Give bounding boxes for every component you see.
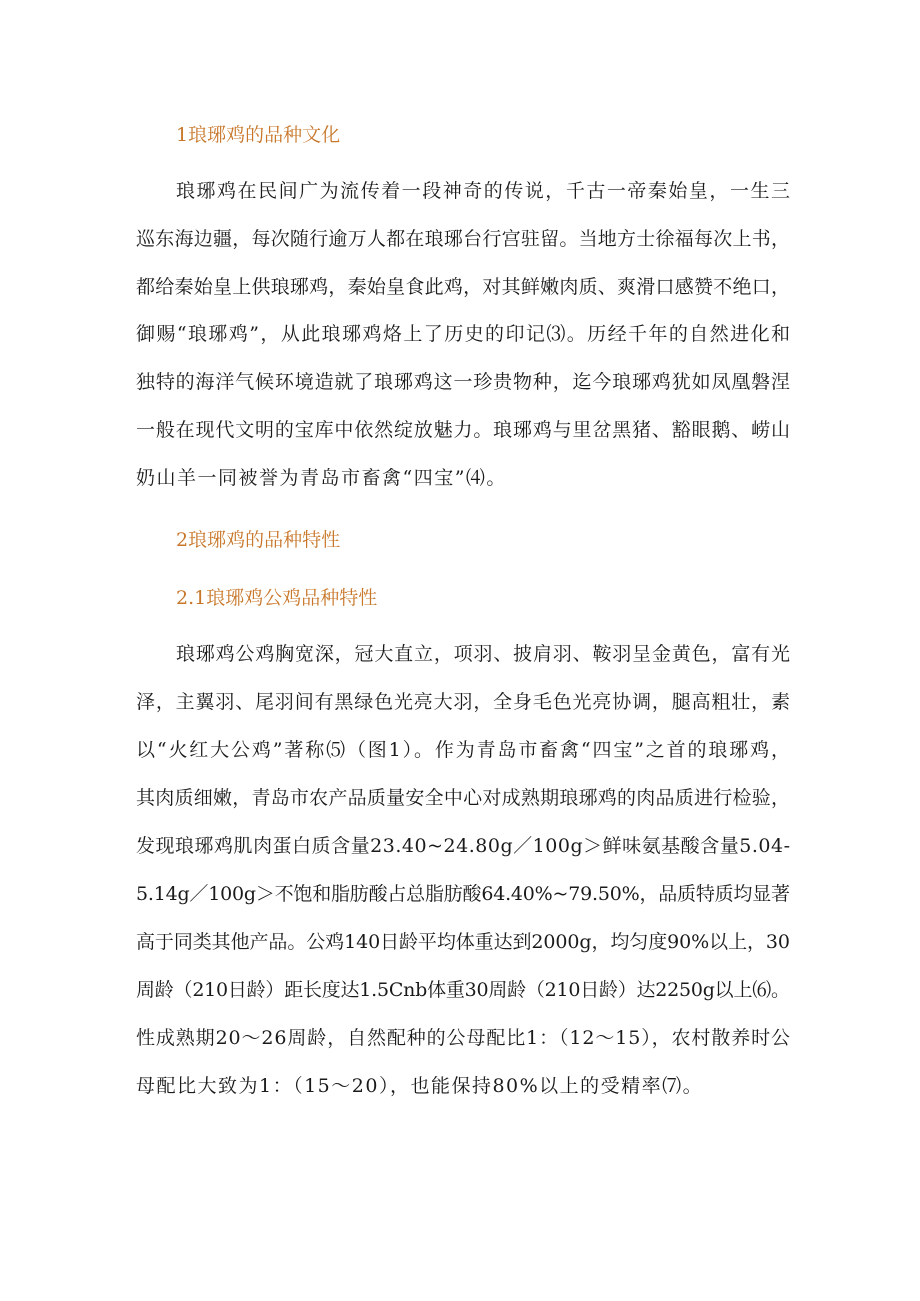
paragraph-line: 琅琊鸡在民间广为流传着一段神奇的传说，千古一帝秦始皇，一生三 — [176, 180, 792, 202]
paragraph-line: 母配比大致为1：（15～20），也能保持80%以上的受精率⑺。 — [136, 1075, 704, 1097]
paragraph-line: 周龄（210日龄）距长度达1.5Cnb体重30周龄（210日龄）达2250g以上⑹。 — [136, 979, 790, 1001]
section-1-heading: 1琅琊鸡的品种文化 — [176, 124, 341, 146]
section-2-heading: 2琅琊鸡的品种特性 — [176, 529, 341, 551]
paragraph-line: 独特的海洋气候环境造就了琅琊鸡这一珍贵物种，迄今琅琊鸡犹如凤凰磐涅 — [136, 371, 791, 393]
paragraph-line: 高于同类其他产品。公鸡140日龄平均体重达到2000g，均匀度90%以上，30 — [136, 931, 790, 953]
section-2-1-subheading: 2.1琅琊鸡公鸡品种特性 — [176, 587, 378, 609]
paragraph-line: 泽，主翼羽、尾羽间有黑绿色光亮大羽，全身毛色光亮协调，腿高粗壮，素 — [136, 691, 791, 713]
paragraph-line: 巡东海边疆，每次随行逾万人都在琅琊台行宫驻留。当地方士徐福每次上书， — [136, 228, 791, 250]
paragraph-line: 5.14g／100g＞不饱和脂肪酸占总脂肪酸64.40%~79.50%，品质特质均显著 — [136, 883, 790, 905]
paragraph-line: 以“火红大公鸡”著称⑸（图1）。作为青岛市畜禽“四宝”之首的琅琊鸡， — [136, 739, 792, 761]
paragraph-line: 发现琅琊鸡肌肉蛋白质含量23.40~24.80g／100g＞鲜味氨基酸含量5.04- — [136, 835, 791, 857]
paragraph-line: 都给秦始皇上供琅琊鸡，秦始皇食此鸡，对其鲜嫩肉质、爽滑口感赞不绝口， — [136, 276, 791, 298]
paragraph-line: 琅琊鸡公鸡胸宽深，冠大直立，项羽、披肩羽、鞍羽呈金黄色，富有光 — [176, 643, 791, 665]
paragraph-line: 一般在现代文明的宝库中依然绽放魅力。琅琊鸡与里岔黑猪、豁眼鹅、崂山 — [136, 419, 791, 441]
paragraph-line: 其肉质细嫩，青岛市农产品质量安全中心对成熟期琅琊鸡的肉品质进行检验， — [136, 787, 791, 809]
paragraph-line: 御赐“琅琊鸡”，从此琅琊鸡烙上了历史的印记⑶。历经千年的自然进化和 — [136, 323, 792, 345]
paragraph-line: 奶山羊一同被誉为青岛市畜禽“四宝”⑷。 — [136, 467, 507, 489]
paragraph-line: 性成熟期20～26周龄，自然配种的公母配比1：（12～15），农村散养时公 — [136, 1027, 791, 1049]
